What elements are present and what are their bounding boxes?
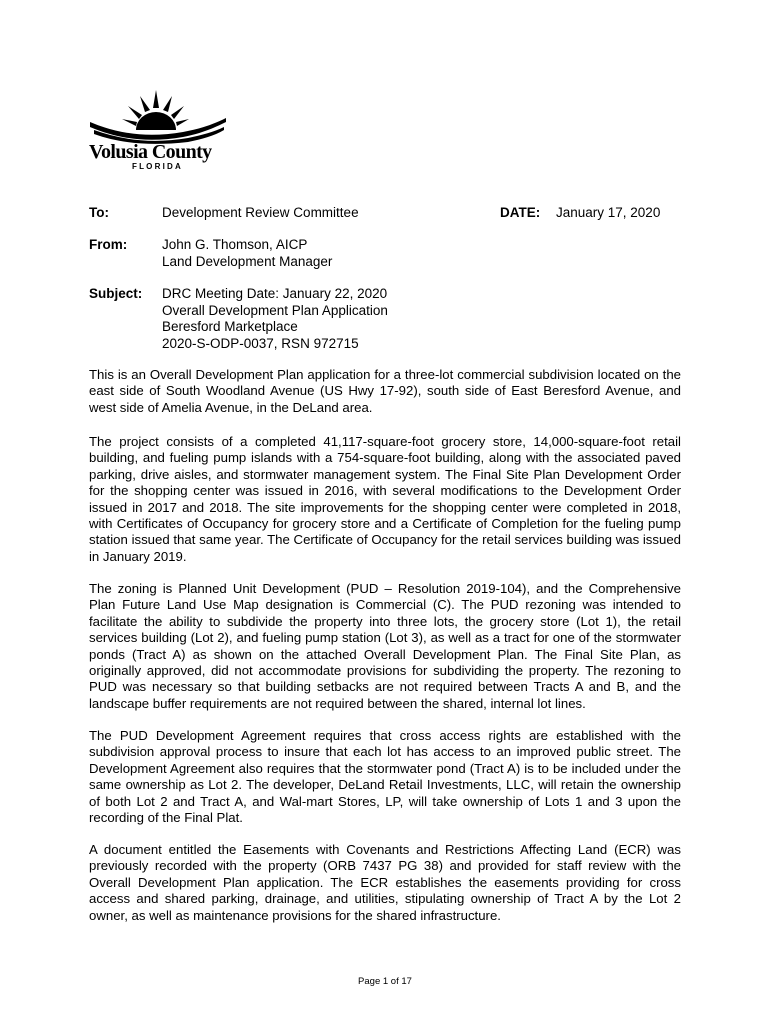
paragraph: The zoning is Planned Unit Development (PUD – Resolution 2019-104), and the Comprehensive Plan Future Land Use Map designation is Commercial (C). The PUD rezoning was intended to facilitate the ability to subdivide the property into three lots, the grocery store (Lot 1), the retail services building (Lot 2), and fueling pump station (Lot 3), as well as a tract for one of the stormwater ponds (Tract A) as shown on the attached Overall Development Plan. The Final Site Plan, as originally approved, did not accommodate provisions for subdividing the property. The rezoning to PUD was necessary so that building setbacks are not required between Tracts A and B, and the landscape buffer requirements are not required between the shared, internal lot lines. — [89, 581, 681, 711]
from-row — [89, 237, 127, 254]
to-row — [89, 205, 109, 222]
subject-row — [89, 286, 142, 303]
date-value: January 17, 2020 — [556, 205, 661, 220]
paragraph: This is an Overall Development Plan application for a three-lot commercial subdivision located on the east side of South Woodland Avenue (US Hwy 17-92), south side of East Beresford Avenue, and west side of Amelia Avenue, in the DeLand area. — [89, 367, 681, 415]
date-label: DATE: — [500, 205, 541, 220]
subject-line: 2020-S-ODP-0037, RSN 972715 — [162, 335, 359, 351]
paragraph: The project consists of a completed 41,117-square-foot grocery store, 14,000-square-foot retail building, and fueling pump islands with a 754-square-foot building, along with the associated paved parking, drive aisles, and stormwater management system. The Final Site Plan Development Order for the shopping center was issued in 2016, with several modifications to the Development Order issued in 2017 and 2018. The site improvements for the shopping center were completed in 2018, with Certificates of Occupancy for grocery store and a Certificate of Completion for the fueling pump station issued that same year. The Certificate of Occupancy for the retail services building was issued in January 2019. — [89, 434, 681, 564]
subject-label: Subject: — [89, 286, 143, 301]
from-line: Land Development Manager — [162, 253, 333, 269]
from-label: From: — [89, 237, 128, 252]
subject-line: DRC Meeting Date: January 22, 2020 — [162, 286, 388, 301]
logo-subtitle: FLORIDA — [132, 162, 183, 171]
body-paragraph-2 — [89, 434, 681, 565]
subject-value — [162, 286, 388, 352]
page-number: Page 1 of 17 — [358, 976, 412, 987]
body-paragraph-3 — [89, 581, 681, 712]
to-label: To: — [89, 205, 109, 220]
from-value — [162, 237, 332, 270]
body-paragraph-1 — [89, 367, 681, 416]
body-paragraph-4 — [89, 728, 681, 826]
paragraph: A document entitled the Easements with Covenants and Restrictions Affecting Land (ECR) was previously recorded with the property (ORB 7437 PG 38) and provided for staff review with the Overall Development Plan application. The ECR establishes the easements providing for cross access and shared parking, drainage, and utilities, stipulating ownership of Tract A by the Lot 2 owner, as well as maintenance provisions for the shared infrastructure. — [89, 842, 681, 923]
from-line: John G. Thomson, AICP — [162, 237, 308, 252]
sun-wave-icon — [88, 88, 228, 144]
body-paragraph-5 — [89, 842, 681, 924]
logo-name: Volusia County — [89, 141, 212, 163]
subject-line: Beresford Marketplace — [162, 319, 298, 334]
volusia-county-logo — [88, 88, 228, 174]
paragraph: The PUD Development Agreement requires that cross access rights are established with the subdivision approval process to insure that each lot has access to an improved public street. The Development Agreement also requires that the stormwater pond (Tract A) is to be included under the same ownership as Lot 2. The developer, DeLand Retail Investments, LLC, will retain the ownership of both Lot 2 and Tract A, and Wal-mart Stores, LP, will take ownership of Lots 1 and 3 upon the recording of the Final Plat. — [89, 728, 681, 826]
to-value: Development Review Committee — [162, 205, 359, 220]
subject-line: Overall Development Plan Application — [162, 302, 388, 318]
